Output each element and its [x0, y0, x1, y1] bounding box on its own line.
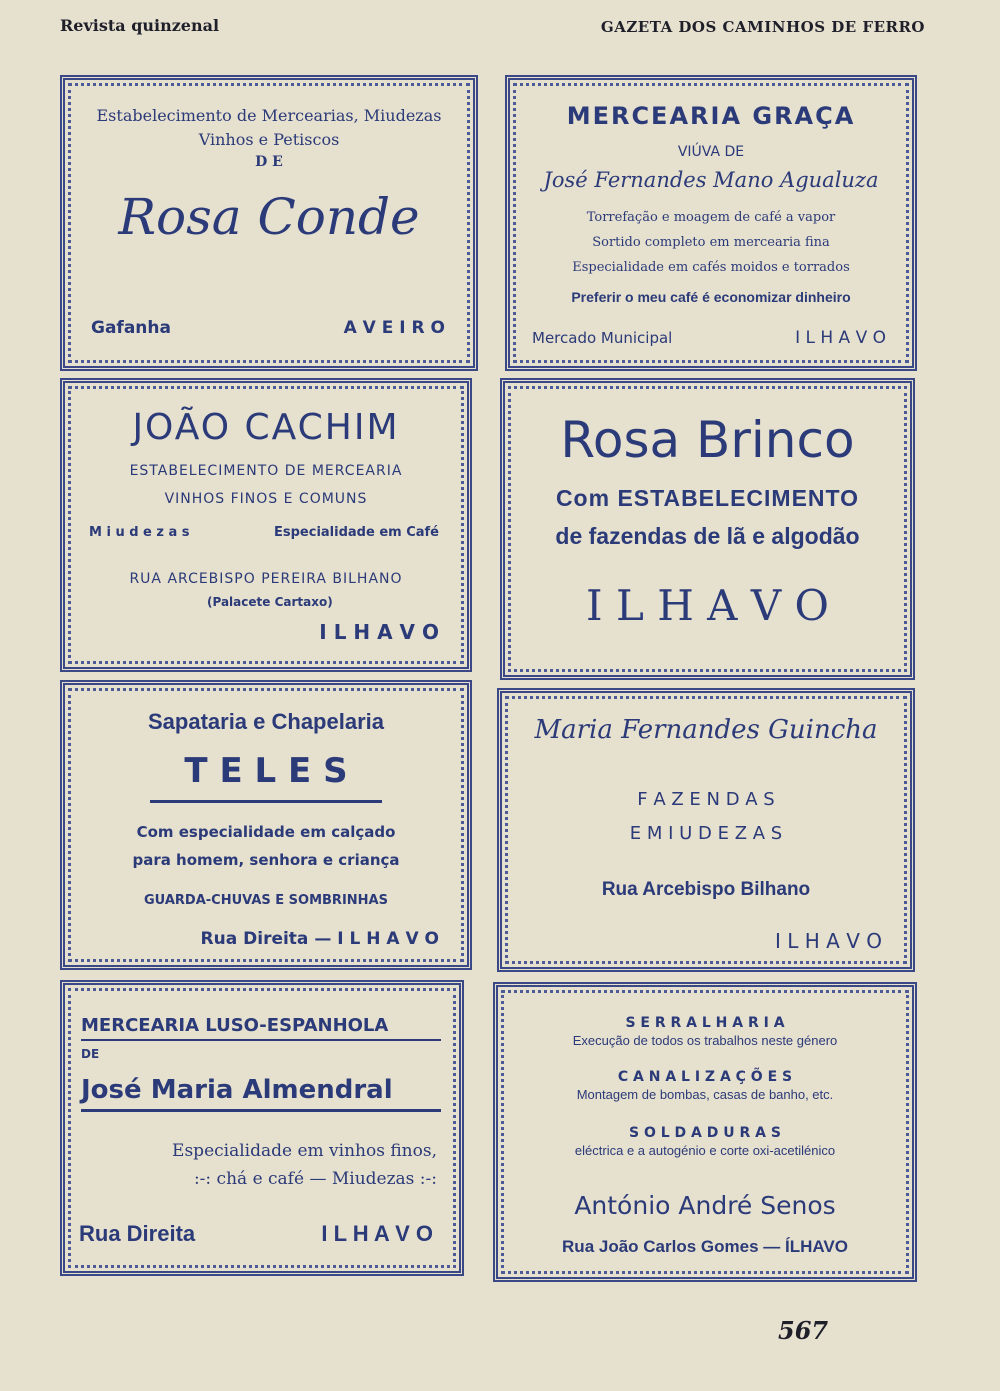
header-left: Revista quinzenal: [60, 16, 220, 35]
ad-slogan: Preferir o meu café é economizar dinheiro: [571, 289, 851, 305]
ad-address: RUA ARCEBISPO PEREIRA BILHANO: [129, 571, 403, 587]
ad-line: DE: [81, 1047, 100, 1061]
ad-underline: [81, 1039, 441, 1041]
ad-heading: S E R R A L H A R I A: [625, 1015, 785, 1031]
ad-name: José Maria Almendral: [81, 1075, 393, 1105]
ad-town: I L H A V O: [775, 929, 882, 953]
ad-name: Rosa Brinco: [560, 411, 855, 469]
ad-town: I L H A V O: [586, 581, 829, 630]
page-header: [60, 14, 925, 44]
ad-left: Rua Direita: [79, 1221, 196, 1246]
ad-line: F A Z E N D A S: [637, 789, 775, 810]
ad-line: para homem, senhora e criança: [132, 851, 400, 869]
ad-joao-cachim: [60, 378, 472, 672]
ad-left: Gafanha: [91, 318, 171, 338]
ad-address-note: (Palacete Cartaxo): [207, 595, 333, 609]
ad-name: JOÃO CACHIM: [132, 407, 400, 448]
ad-line: E M I U D E Z A S: [629, 823, 783, 844]
header-right: GAZETA DOS CAMINHOS DE FERRO: [600, 18, 925, 36]
ad-name: António André Senos: [574, 1191, 836, 1220]
ad-right: Especialidade em Café: [274, 525, 439, 540]
ad-name: Rosa Conde: [118, 188, 420, 246]
ad-heading: C A N A L I Z A Ç Õ E S: [617, 1069, 793, 1085]
ad-address: Rua João Carlos Gomes — ÍLHAVO: [562, 1237, 848, 1256]
ad-title: MERCEARIA GRAÇA: [566, 102, 856, 130]
ad-line: Estabelecimento de Mercearias, Miudezas: [96, 106, 442, 125]
ad-line: GUARDA-CHUVAS E SOMBRINHAS: [144, 893, 388, 908]
ad-line: Especialidade em vinhos finos,: [172, 1141, 437, 1161]
ad-address: Rua Direita — I L H A V O: [200, 929, 439, 949]
ad-line: Execução de todos os trabalhos neste género: [572, 1033, 838, 1048]
ad-guincha: [497, 688, 915, 972]
ad-line: VIÚVA DE: [677, 144, 745, 160]
ad-line: de fazendas de lã e algodão: [555, 523, 860, 549]
ad-line: Montagem de bombas, casas de banho, etc.: [576, 1087, 834, 1102]
ad-right: A V E I R O: [343, 318, 445, 338]
ad-left: M i u d e z a s: [89, 525, 190, 540]
ad-line: Sapataria e Chapelaria: [147, 709, 384, 734]
ad-teles: [60, 680, 472, 970]
ad-name: Maria Fernandes Guincha: [534, 715, 878, 745]
ad-rosa-brinco: [500, 378, 915, 680]
ad-antonio-andre-senos: [493, 982, 917, 1282]
ad-underline: [150, 800, 382, 803]
ad-line: eléctrica e a autogénio e corte oxi-acetilénico: [574, 1143, 836, 1158]
ad-name: T E L E S: [184, 751, 348, 791]
ad-owner: José Fernandes Mano Agualuza: [543, 168, 879, 192]
ad-underline: [81, 1109, 441, 1112]
ad-left: Mercado Municipal: [532, 329, 673, 347]
ad-line: Com ESTABELECIMENTO: [555, 485, 860, 511]
ad-right: I L H A V O: [321, 1221, 433, 1246]
ad-line: Com especialidade em calçado: [136, 823, 396, 841]
ad-luso-espanhola: [60, 980, 464, 1276]
ad-address: Rua Arcebispo Bilhano: [601, 879, 811, 900]
ad-line: Vinhos e Petiscos: [198, 130, 340, 149]
ad-rosa-conde: [60, 75, 478, 371]
ad-mercearia-graca: [505, 75, 917, 371]
ad-line: Torrefação e moagem de café a vapor: [586, 210, 836, 225]
page-number: 567: [778, 1316, 829, 1345]
ad-line: Sortido completo em mercearia fina: [592, 235, 830, 250]
ad-line: :-: chá e café — Miudezas :-:: [193, 1169, 437, 1189]
ad-line: ESTABELECIMENTO DE MERCEARIA: [129, 463, 403, 479]
ad-line: D E: [255, 154, 283, 170]
ad-line: VINHOS FINOS E COMUNS: [164, 491, 368, 507]
ad-line: Especialidade em cafés moidos e torrados: [572, 260, 850, 275]
ad-heading: S O L D A D U R A S: [629, 1125, 781, 1141]
ad-title: MERCEARIA LUSO-ESPANHOLA: [81, 1015, 389, 1036]
ad-right: I L H A V O: [795, 328, 886, 348]
ad-town: I L H A V O: [319, 620, 439, 644]
